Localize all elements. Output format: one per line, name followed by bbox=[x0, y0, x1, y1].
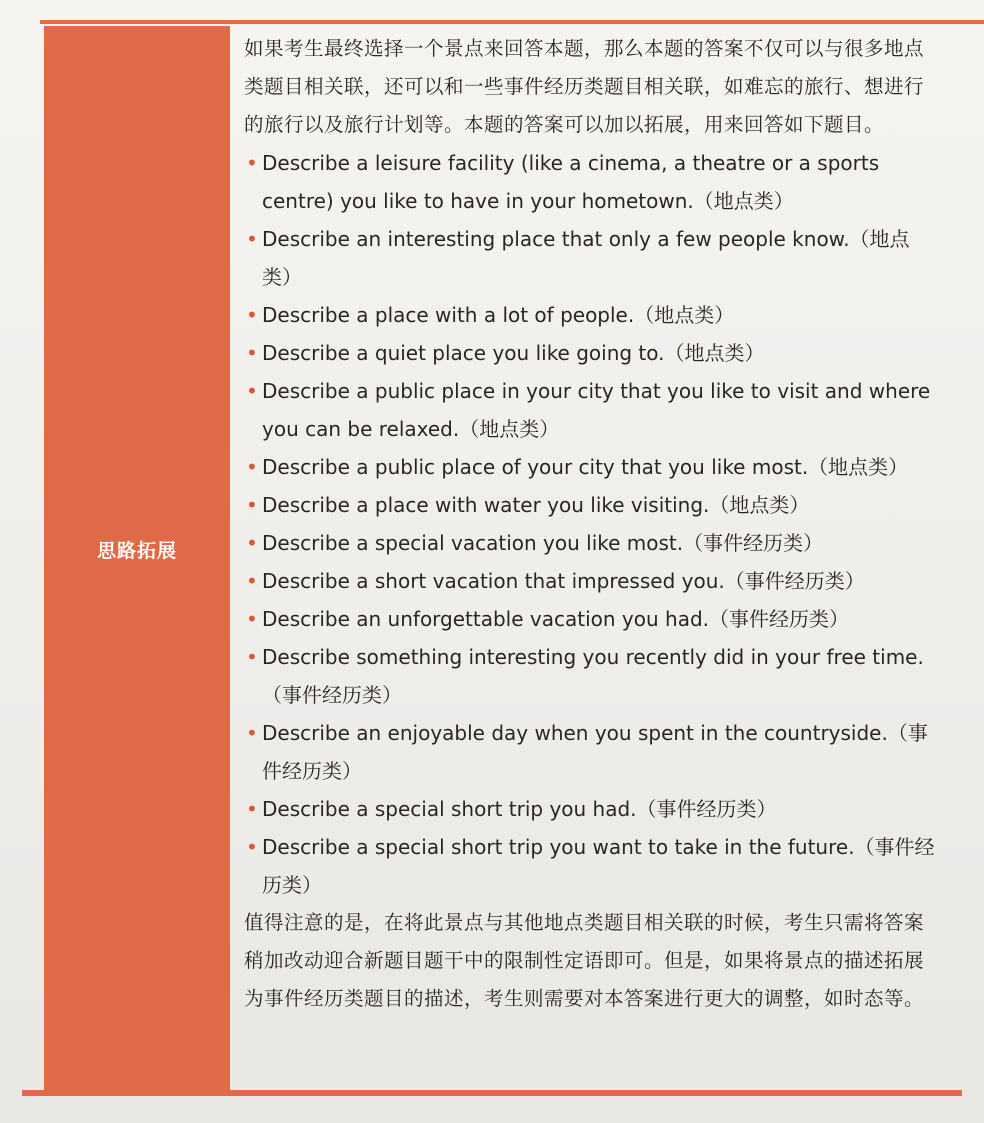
list-item-text: Describe a quiet place you like going to.（地点类） bbox=[262, 341, 765, 365]
list-item bbox=[244, 296, 939, 334]
list-item-text: Describe a special short trip you had.（事件经历类） bbox=[262, 797, 777, 821]
bullet-icon: • bbox=[246, 835, 258, 859]
list-item-text: Describe a short vacation that impressed you.（事件经历类） bbox=[262, 569, 865, 593]
list-item bbox=[244, 828, 939, 904]
intro-paragraph: 如果考生最终选择一个景点来回答本题，那么本题的答案不仅可以与很多地点类题目相关联，还可以和一些事件经历类题目相关联，如难忘的旅行、想进行的旅行以及旅行计划等。本题的答案可以加以拓展，用来回答如下题目。 bbox=[244, 37, 925, 136]
bullet-icon: • bbox=[246, 493, 258, 517]
list-item bbox=[244, 448, 939, 486]
list-item bbox=[244, 144, 939, 220]
list-item bbox=[244, 334, 939, 372]
list-item bbox=[244, 486, 939, 524]
list-item bbox=[244, 638, 939, 714]
bullet-icon: • bbox=[246, 151, 258, 175]
list-item-text: Describe an unforgettable vacation you had.（事件经历类） bbox=[262, 607, 850, 631]
list-item bbox=[244, 600, 939, 638]
closing-paragraph: 值得注意的是，在将此景点与其他地点类题目相关联的时候，考生只需将答案稍加改动迎合新题目题干中的限制性定语即可。但是，如果将景点的描述拓展为事件经历类题目的描述，考生则需要对本答案进行更大的调整，如时态等。 bbox=[244, 911, 925, 1010]
bullet-icon: • bbox=[246, 531, 258, 555]
bullet-icon: • bbox=[246, 797, 258, 821]
section-label: 思路拓展 bbox=[96, 540, 177, 562]
bullet-icon: • bbox=[246, 303, 258, 327]
list-item-text: Describe a public place of your city that you like most.（地点类） bbox=[262, 455, 909, 479]
list-item-text: Describe something interesting you recently did in your free time.（事件经历类） bbox=[262, 645, 924, 707]
list-item bbox=[244, 524, 939, 562]
bullet-icon: • bbox=[246, 607, 258, 631]
list-item bbox=[244, 790, 939, 828]
list-item-text: Describe a place with water you like visiting.（地点类） bbox=[262, 493, 810, 517]
bottom-rule bbox=[22, 1090, 962, 1096]
bullet-icon: • bbox=[246, 645, 258, 669]
list-item-text: Describe an enjoyable day when you spent in the countryside.（事件经历类） bbox=[262, 721, 928, 783]
list-item-text: Describe a special short trip you want to take in the future.（事件经历类） bbox=[262, 835, 935, 897]
list-item-text: Describe an interesting place that only a few people know.（地点类） bbox=[262, 227, 910, 289]
list-item bbox=[244, 714, 939, 790]
bullet-icon: • bbox=[246, 569, 258, 593]
list-item-text: Describe a public place in your city that you like to visit and where you can be relaxed.（地点类） bbox=[262, 379, 931, 441]
question-list bbox=[244, 144, 939, 904]
bullet-icon: • bbox=[246, 379, 258, 403]
top-rule bbox=[40, 20, 984, 24]
bullet-icon: • bbox=[246, 341, 258, 365]
list-item-text: Describe a leisure facility (like a cinema, a theatre or a sports centre) you like to have in your hometown.（地点类） bbox=[262, 151, 880, 213]
bullet-icon: • bbox=[246, 455, 258, 479]
content-area bbox=[244, 30, 939, 1018]
bullet-icon: • bbox=[246, 721, 258, 745]
list-item bbox=[244, 220, 939, 296]
list-item bbox=[244, 372, 939, 448]
list-item-text: Describe a special vacation you like most.（事件经历类） bbox=[262, 531, 824, 555]
list-item-text: Describe a place with a lot of people.（地点类） bbox=[262, 303, 735, 327]
list-item bbox=[244, 562, 939, 600]
bullet-icon: • bbox=[246, 227, 258, 251]
